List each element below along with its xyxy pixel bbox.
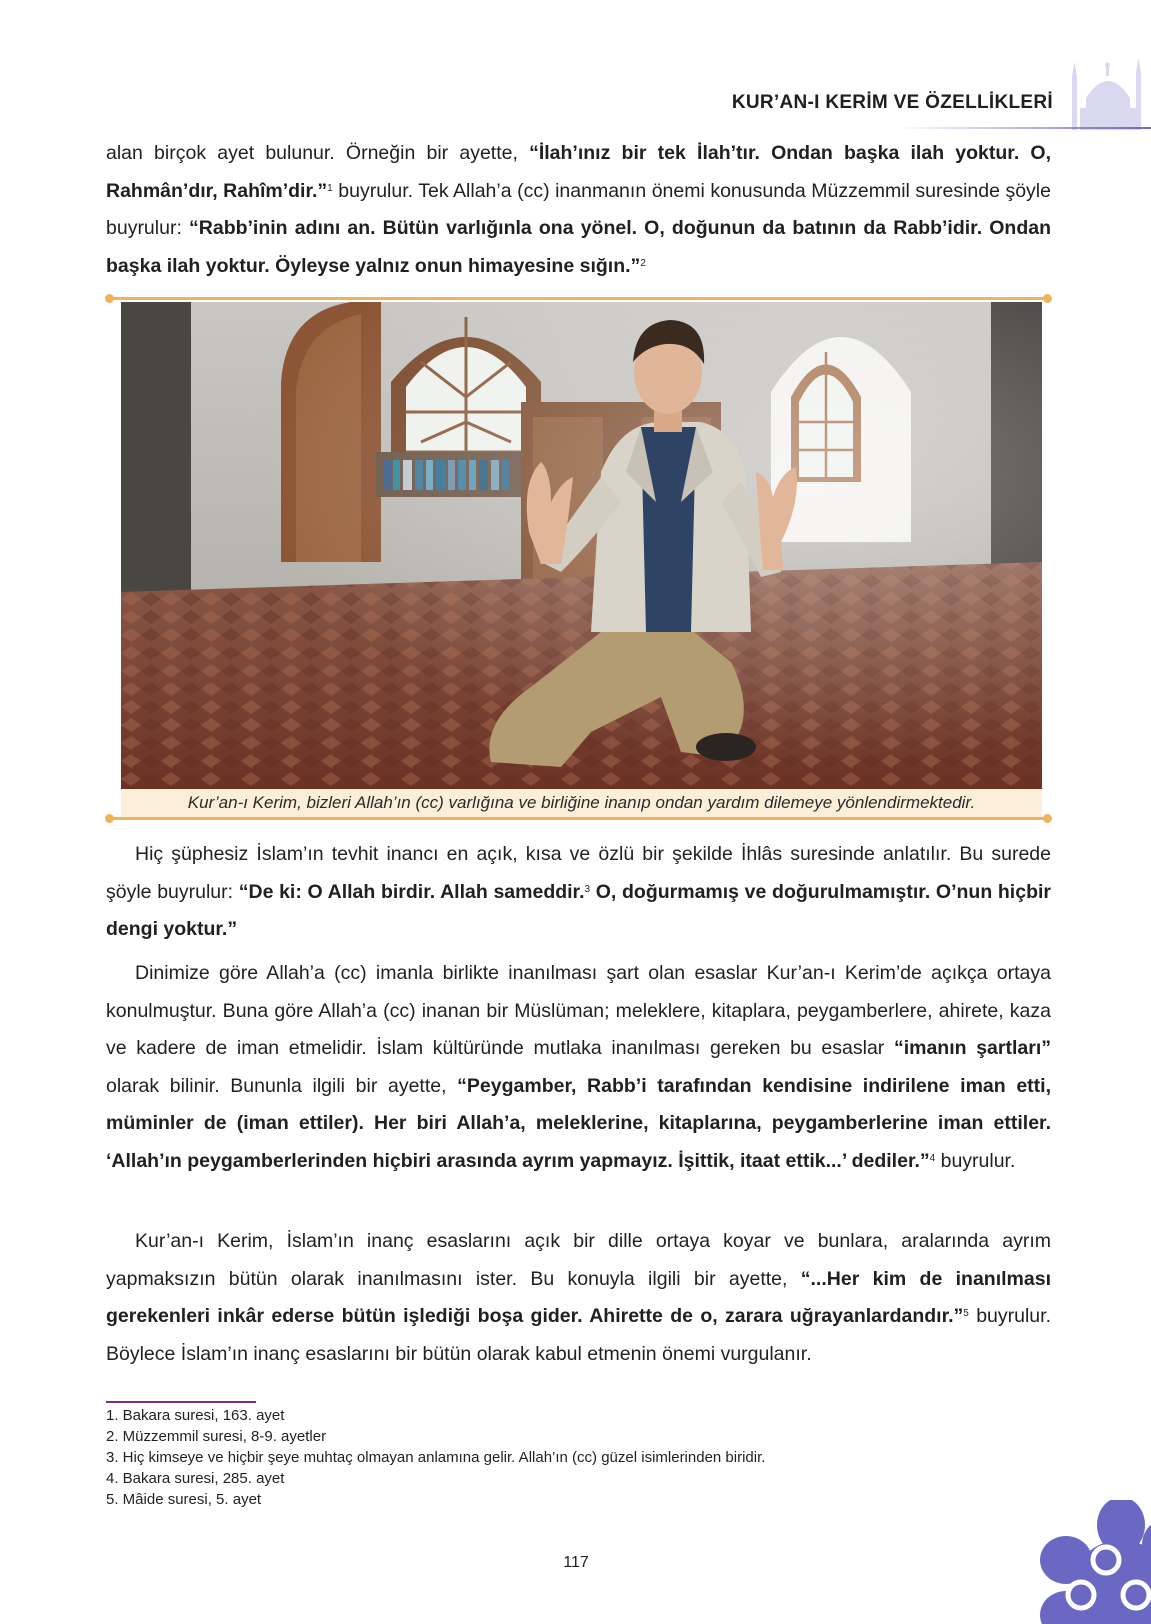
iman-sartlari-paragraph: [106, 955, 1051, 1180]
figure-bottom-left-dot: [105, 814, 114, 823]
inanc-quote: “...Her kim de inanılması gerekenleri inkâr ederse bütün işlediği boşa gider. Ahirette de o, zarara uğrayanlardandır.”: [106, 1267, 1051, 1327]
footnote-1: 1. Bakara suresi, 163. ayet: [106, 1407, 285, 1424]
footnote-5: 5. Mâide suresi, 5. ayet: [106, 1491, 262, 1508]
mosque-silhouette-icon: [1068, 58, 1151, 130]
inanc-esaslari-paragraph: [106, 1223, 1051, 1373]
figure-caption: Kur’an-ı Kerim, bizleri Allah’ın (cc) varlığına ve birliğine inanıp ondan yardım dilemeye yönlendirmektedir.: [187, 793, 976, 812]
inanc-text-1: Kur’an-ı Kerim, İslam’ın inanç esaslarını açık bir dille ortaya koyar ve bunlara, aralarında ayrım yapmaksızın bütün olarak inanılmasını ister. Bu konuyla ilgili bir ayette,: [106, 1230, 1051, 1290]
iman-quote: “Peygamber, Rabb’i tarafından kendisine indirilene iman etti, müminler de (iman ettiler). Her biri Allah’a, meleklerine, kitaplarına, peygamberlerine iman ettiler. ‘Allah’ın peygamberlerinden hiçbiri arasında ayrım yapmayız. İşittik, itaat ettik...’ dediler.”: [106, 1074, 1051, 1172]
inanc-text-2: buyrulur. Böylece İslam’ın inanç esaslarını bir bütün olarak kabul etmenin önemi vurgulanır.: [106, 1305, 1051, 1365]
intro-quote-2: “Rabb’inin adını an. Bütün varlığınla ona yönel. O, doğunun da batının da Rabb’idir. Ondan başka ilah yoktur. Öyleyse yalnız onun himayesine sığın.”: [106, 217, 1051, 277]
ihlas-paragraph: [106, 836, 1051, 949]
header-rule: [900, 127, 1151, 129]
figure-bottom-right-dot: [1043, 814, 1052, 823]
page-number: 117: [563, 1554, 589, 1571]
footnote-4: 4. Bakara suresi, 285. ayet: [106, 1470, 285, 1487]
decorative-flower-icon: [1036, 1500, 1151, 1624]
chapter-header-title: KUR’AN-I KERİM VE ÖZELLİKLERİ: [731, 92, 1053, 113]
footnotes: [106, 1405, 765, 1510]
ihlas-quote-2: O, doğurmamış ve doğurulmamıştır. O’nun hiçbir dengi yoktur.”: [106, 880, 1051, 940]
footnote-2: 2. Müzzemmil suresi, 8-9. ayetler: [106, 1428, 327, 1445]
iman-sartlari-term: “imanın şartları”: [893, 1037, 1051, 1059]
footnote-ref-3[interactable]: 3: [584, 883, 591, 895]
footnote-rule: [106, 1401, 256, 1403]
ihlas-quote-1: “De ki: O Allah birdir. Allah sameddir.: [238, 880, 585, 903]
intro-text-2: buyrulur. Tek Allah’a (cc) inanmanın önemi konusunda Müzzemmil suresinde şöyle buyrulur:: [106, 179, 1051, 239]
footnote-3: 3. Hiç kimseye ve hiçbir şeye muhtaç olmayan anlamına gelir. Allah’ın (cc) güzel isimlerinden biridir.: [106, 1449, 766, 1466]
footnote-ref-5[interactable]: 5: [963, 1308, 969, 1319]
figure-top-rule: [109, 297, 1046, 300]
intro-quote-1: “İlah’ınız bir tek İlah’tır. Ondan başka ilah yoktur. O, Rahmân’dır, Rahîm’dir.”: [106, 142, 1052, 202]
praying-man-photo: [121, 302, 1042, 789]
intro-text-1: alan birçok ayet bulunur. Örneğin bir ayette,: [106, 142, 530, 164]
figure-bottom-rule: [109, 817, 1046, 820]
ihlas-text: Hiç şüphesiz İslam’ın tevhit inancı en açık, kısa ve özlü bir şekilde İhlâs suresinde anlatılır. Bu surede şöyle buyrulur:: [106, 843, 1051, 903]
iman-text-3: buyrulur.: [935, 1149, 1016, 1172]
figure-top-right-dot: [1043, 294, 1052, 303]
iman-text-2: olarak bilinir. Bununla ilgili bir ayette,: [106, 1074, 458, 1097]
figure-top-left-dot: [105, 294, 114, 303]
footnote-ref-1[interactable]: 1: [327, 182, 333, 194]
footnote-ref-2[interactable]: 2: [640, 257, 646, 269]
iman-text-1: Dinimize göre Allah’a (cc) imanla birlikte inanılması şart olan esaslar Kur’an-ı Kerim’de açıkça ortaya konulmuştur. Buna göre Allah’a (cc) inanan bir Müslüman; meleklere, kitaplara, peygamberlere, ahirete, kaza ve kadere de iman etmelidir. İslam kültüründe mutlaka inanılması gereken bu esaslar: [106, 962, 1051, 1059]
intro-paragraph: [106, 135, 1051, 285]
footnote-ref-4[interactable]: 4: [929, 1152, 936, 1164]
